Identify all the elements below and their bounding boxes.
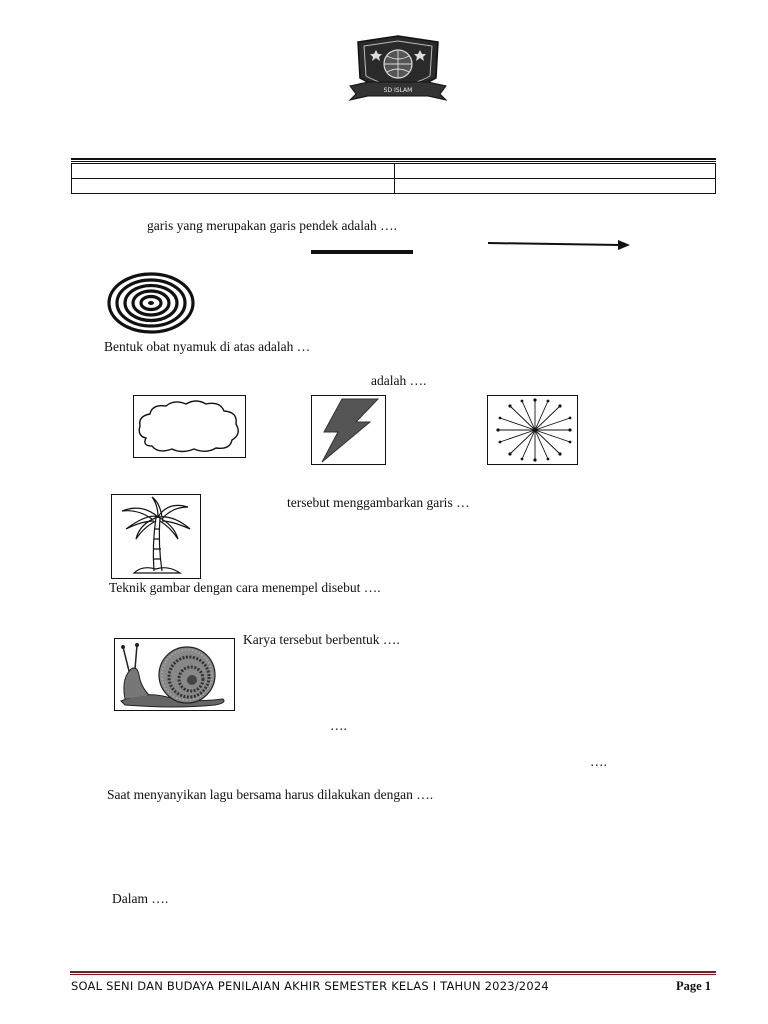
question-9: Saat menyanyikan lagu bersama harus dilakukan dengan …. xyxy=(107,787,434,802)
question-2: Bentuk obat nyamuk di atas adalah … xyxy=(104,339,311,354)
question-5: Teknik gambar dengan cara menempel disebut …. xyxy=(109,580,381,595)
arrow-line-icon xyxy=(488,236,632,250)
question-1: garis yang merupakan garis pendek adalah …. xyxy=(147,218,398,233)
spiral-mosquito-coil-icon xyxy=(106,272,196,334)
header-table xyxy=(71,158,716,196)
school-emblem-icon xyxy=(348,34,448,106)
question-10: Dalam …. xyxy=(112,891,169,906)
question-7: …. xyxy=(330,718,347,733)
short-thick-line-icon xyxy=(311,240,413,246)
question-3: adalah …. xyxy=(371,373,427,388)
logo-ribbon-text: SD ISLAM xyxy=(383,87,413,94)
cloud-outline-icon xyxy=(133,395,246,458)
question-8: …. xyxy=(590,754,607,769)
radiating-lines-icon xyxy=(487,395,578,465)
palm-tree-icon xyxy=(111,494,201,579)
footer-rule xyxy=(70,971,716,976)
question-4: tersebut menggambarkan garis … xyxy=(287,495,470,510)
snail-mosaic-icon xyxy=(114,638,235,711)
page-number: Page 1 xyxy=(676,979,712,993)
lightning-bolt-icon xyxy=(311,395,386,465)
footer-title: SOAL SENI DAN BUDAYA PENILAIAN AKHIR SEMESTER KELAS I TAHUN 2023/2024 xyxy=(71,979,549,993)
question-6: Karya tersebut berbentuk …. xyxy=(243,632,400,647)
